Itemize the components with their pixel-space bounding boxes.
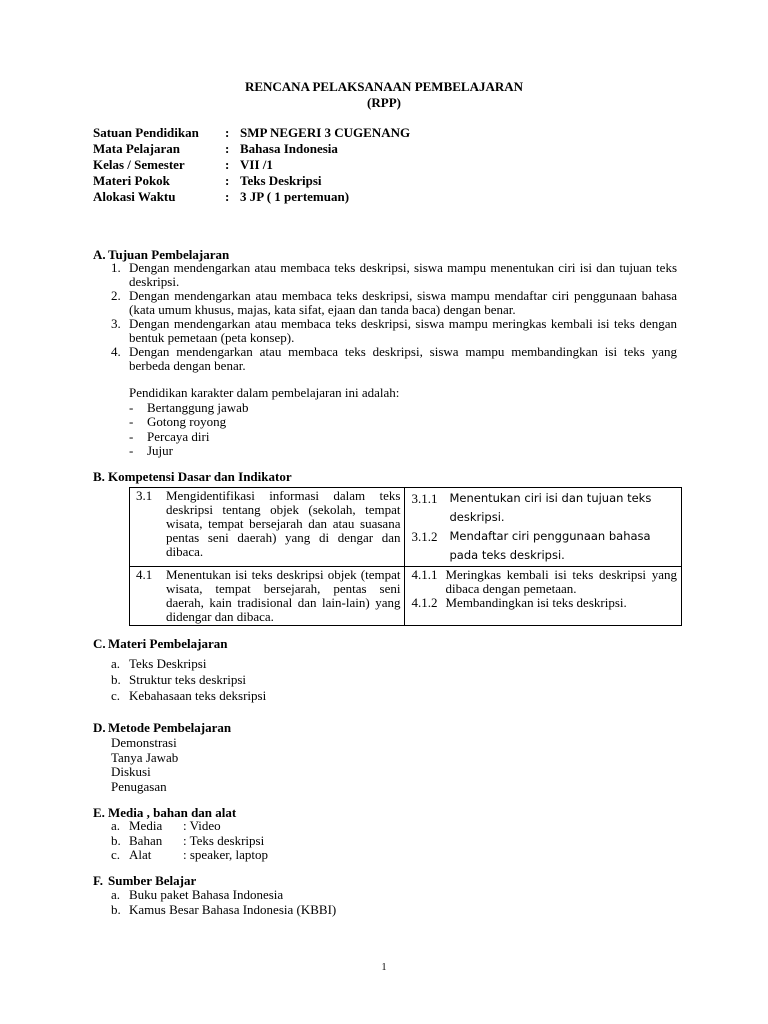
section-f-heading: F. Sumber Belajar bbox=[93, 873, 197, 888]
list-item: 4. Dengan mendengarkan atau membaca teks deskripsi, siswa mampu membandingkan isi teks yang berbeda dengan benar. bbox=[111, 344, 677, 373]
identity-value: Teks Deskripsi bbox=[240, 173, 322, 188]
list-item: Tanya Jawab bbox=[111, 749, 179, 765]
section-c-heading: C. Materi Pembelajaran bbox=[93, 636, 228, 651]
table-cell: 4.1 Menentukan isi teks deskripsi objek (tempat wisata, tempat bersejarah, pentas seni daerah, kain tradisional dan lain-lain) yang didengar dan dibaca. bbox=[130, 567, 405, 626]
methods-list bbox=[111, 736, 178, 794]
identity-label: Mata Pelajaran bbox=[93, 141, 181, 156]
materials-list bbox=[111, 656, 266, 704]
identity-value: Bahasa Indonesia bbox=[240, 141, 338, 156]
identity-value: VII /1 bbox=[240, 157, 273, 172]
list-item: - Gotong royong bbox=[129, 414, 227, 429]
table-row bbox=[130, 488, 682, 567]
table-row bbox=[130, 567, 682, 626]
table-cell: 3.1.1 Menentukan ciri isi dan tujuan teks deskripsi. 3.1.2 Mendaftar ciri penggunaan bahasa pada teks deskripsi. bbox=[405, 488, 682, 567]
list-item: 1. Dengan mendengarkan atau membaca teks deskripsi, siswa mampu menentukan ciri isi dan tujuan teks deskripsi. bbox=[111, 260, 677, 289]
identity-row-school bbox=[93, 125, 410, 141]
identity-label: Alokasi Waktu bbox=[93, 189, 176, 204]
list-item: Penugasan bbox=[111, 778, 167, 794]
objectives-list bbox=[111, 261, 677, 373]
list-item: 3. Dengan mendengarkan atau membaca teks deskripsi, siswa mampu meringkas kembali isi teks dengan bentuk pemetaan (peta konsep). bbox=[111, 316, 677, 345]
section-b-heading: B. Kompetensi Dasar dan Indikator bbox=[93, 469, 292, 484]
identity-label: Satuan Pendidikan bbox=[93, 125, 199, 140]
identity-value: SMP NEGERI 3 CUGENANG bbox=[240, 125, 411, 140]
list-item: - Percaya diri bbox=[129, 428, 210, 444]
identity-row-time bbox=[93, 189, 410, 205]
competency-table bbox=[129, 487, 682, 626]
sources-list bbox=[111, 888, 336, 917]
list-item: c. Kebahasaan teks deksripsi bbox=[111, 688, 267, 703]
list-item: a. Teks Deskripsi bbox=[111, 656, 207, 671]
list-item: Diskusi bbox=[111, 764, 151, 779]
identity-label: Materi Pokok bbox=[93, 173, 170, 188]
identity-separator: : bbox=[225, 141, 230, 156]
identity-separator: : bbox=[225, 157, 230, 172]
list-item: 2. Dengan mendengarkan atau membaca teks deskripsi, siswa mampu mendaftar ciri penggunaan bahasa (kata umum khusus, majas, kata sifat, ejaan dan tanda baca) dengan benar. bbox=[111, 288, 677, 317]
list-item: b. Struktur teks deskripsi bbox=[111, 672, 246, 687]
section-e-heading: E. Media , bahan dan alat bbox=[93, 805, 237, 820]
character-intro: Pendidikan karakter dalam pembelajaran ini adalah: bbox=[129, 385, 400, 400]
list-item: Demonstrasi bbox=[111, 735, 177, 750]
identity-separator: : bbox=[225, 189, 230, 204]
identity-separator: : bbox=[225, 125, 230, 140]
identity-row-topic bbox=[93, 173, 410, 189]
table-cell: 4.1.1 Meringkas kembali isi teks deskripsi yang dibaca dengan pemetaan. 4.1.2 Membandingkan isi teks deskripsi. bbox=[405, 567, 682, 626]
list-item: c. Alat : speaker, laptop bbox=[111, 847, 269, 862]
media-list bbox=[111, 819, 268, 863]
identity-row-class bbox=[93, 157, 410, 173]
page-number: 1 bbox=[381, 962, 387, 973]
document-title: RENCANA PELAKSANAAN PEMBELAJARAN bbox=[244, 79, 524, 94]
list-item: a. Buku paket Bahasa Indonesia bbox=[111, 887, 284, 902]
character-education bbox=[129, 386, 399, 459]
identity-block bbox=[93, 125, 410, 205]
list-item: b. Bahan : Teks deskripsi bbox=[111, 832, 265, 848]
identity-label: Kelas / Semester bbox=[93, 157, 185, 172]
document-subtitle: (RPP) bbox=[367, 95, 401, 110]
identity-separator: : bbox=[225, 173, 230, 188]
section-d-heading: D. Metode Pembelajaran bbox=[93, 720, 232, 735]
identity-value: 3 JP ( 1 pertemuan) bbox=[240, 189, 350, 204]
section-a-heading: A. Tujuan Pembelajaran bbox=[93, 247, 230, 262]
list-item: a. Media : Video bbox=[111, 818, 221, 833]
list-item: b. Kamus Besar Bahasa Indonesia (KBBI) bbox=[111, 901, 337, 917]
list-item: - Bertanggung jawab bbox=[129, 399, 249, 415]
list-item: - Jujur bbox=[129, 443, 173, 458]
table-cell: 3.1 Mengidentifikasi informasi dalam teks deskripsi tentang objek (sekolah, tempat wisata, tempat bersejarah dan atau suasana pentas seni daerah) yang di dengar dan dibaca. bbox=[130, 488, 405, 567]
identity-row-subject bbox=[93, 141, 410, 157]
